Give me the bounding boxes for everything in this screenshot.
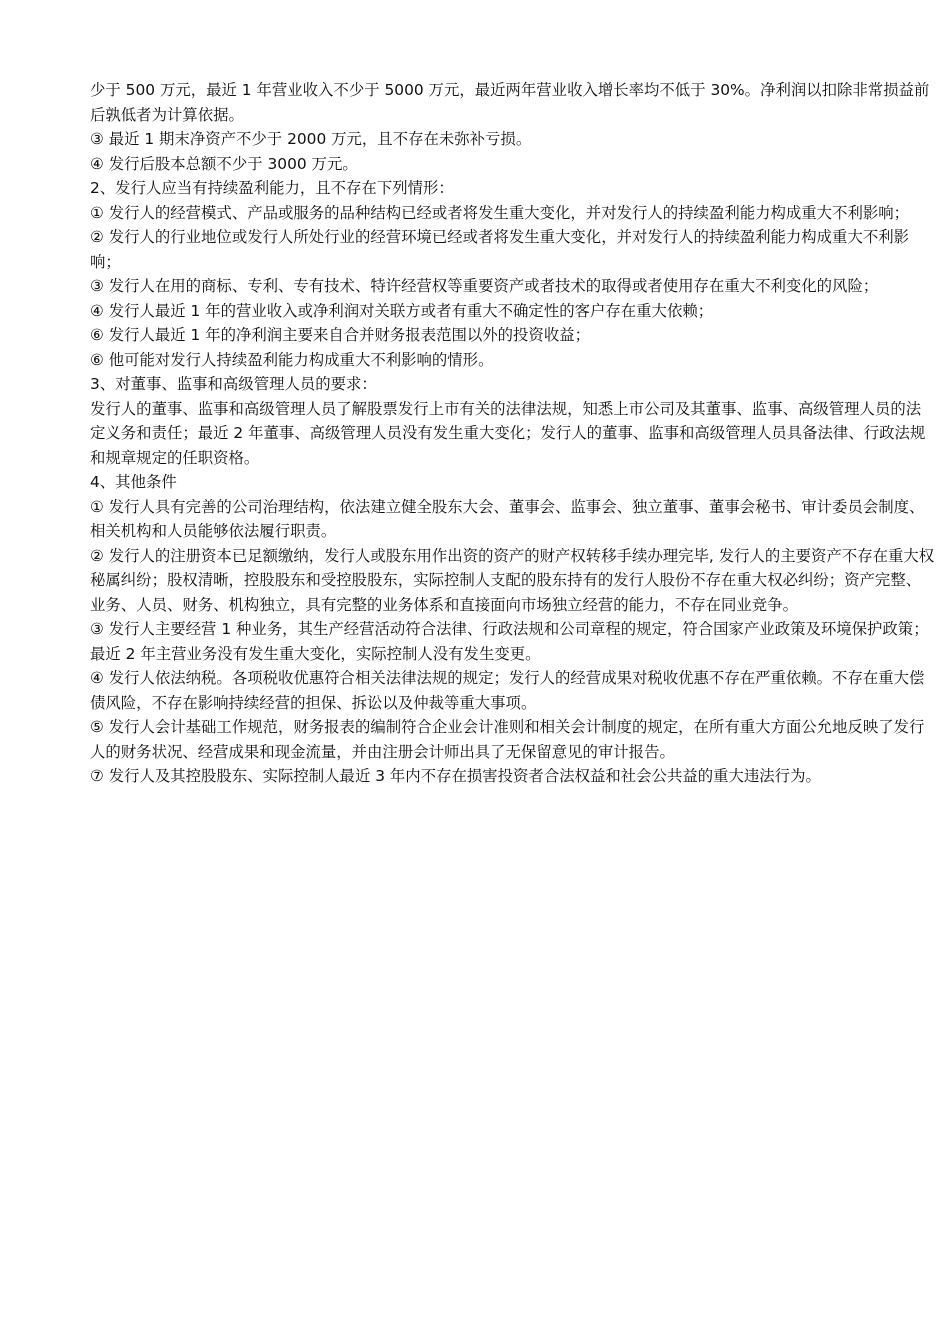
paragraph-governance-structure: ① 发行人具有完善的公司治理结构，依法建立健全股东大会、董事会、监事会、独立董事、董事会秘书、审计委员会制度、相关机构和人员能够依法履行职责。 xyxy=(90,497,925,540)
paragraph-net-assets: ③ 最近 1 期末净资产不少于 2000 万元，且不存在未弥补亏损。 xyxy=(90,130,532,148)
paragraph-tax-compliance: ④ 发行人依法纳税。各项税收优惠符合相关法律法规的规定；发行人的经营成果对税收优惠不存在严重依赖。不存在重大偿债风险，不存在影响持续经营的担保、拆讼以及仲裁等重大事项。 xyxy=(90,669,925,712)
paragraph-industry-position-change: ② 发行人的行业地位或发行人所处行业的经营环境已经或者将发生重大变化，并对发行人的持续盈利能力构成重大不利影响； xyxy=(90,228,910,271)
heading-management-requirements: 3、对董事、监事和高级管理人员的要求： xyxy=(90,375,377,393)
paragraph-revenue-criteria: 少于 500 万元，最近 1 年营业收入不少于 5000 万元，最近两年营业收入增长率均不低于 30%。净利润以扣除非常损益前后孰低者为计算依据。 xyxy=(90,81,930,124)
paragraph-management-details: 发行人的董事、监事和高级管理人员了解股票发行上市有关的法律法规，知悉上市公司及其董事、监事、高级管理人员的法定义务和责任；最近 2 年董事、高级管理人员没有发生重大变化；发行人的董事、监事和高级管理人员具备法律、行政法规和规章规定的任职资格。 xyxy=(90,399,926,467)
paragraph-business-model-change: ① 发行人的经营模式、产品或服务的品种结构已经或者将发生重大变化，并对发行人的持续盈利能力构成重大不利影响； xyxy=(90,203,910,222)
paragraph-other-adverse: ⑥ 他可能对发行人持续盈利能力构成重大不利影响的情形。 xyxy=(90,350,494,369)
document-page xyxy=(90,78,935,789)
paragraph-no-violations: ⑦ 发行人及其控股股东、实际控制人最近 3 年内不存在损害投资者合法权益和社会公共益的重大违法行为。 xyxy=(90,767,821,785)
paragraph-related-party-dependence: ④ 发行人最近 1 年的营业收入或净利润对关联方或者有重大不确定性的客户存在重大依赖； xyxy=(90,301,714,320)
heading-sustained-profitability: 2、发行人应当有持续盈利能力，且不存在下列情形： xyxy=(90,179,454,197)
paragraph-main-business: ③ 发行人主要经营 1 种业务，其生产经营活动符合法律、行政法规和公司章程的规定，符合国家产业政策及环境保护政策；最近 2 年主营业务没有发生重大变化，实际控制人没有发生变更。 xyxy=(90,620,929,663)
paragraph-share-capital: ④ 发行后股本总额不少于 3000 万元。 xyxy=(90,154,358,173)
heading-other-conditions: 4、其他条件 xyxy=(90,473,177,491)
paragraph-registered-capital: ② 发行人的注册资本已足额缴纳，发行人或股东用作出资的资产的财产权转移手续办理完毕, 发行人的主要资产不存在重大权秘属纠纷；股权清晰，控股股东和受控股股东，实际控制人支配的股东持有的发行人股份不存在重大权必纠纷；资产完整、业务、人员、财务、机构独立，具有完整的业务体系和直接面向市场独立经营的能力，不存在同业竞争。 xyxy=(90,546,935,614)
paragraph-ip-risk: ③ 发行人在用的商标、专利、专有技术、特许经营权等重要资产或者技术的取得或者使用存在重大不利变化的风险； xyxy=(90,277,879,295)
paragraph-investment-income: ⑥ 发行人最近 1 年的净利润主要来自合并财务报表范围以外的投资收益； xyxy=(90,326,590,344)
paragraph-accounting-standards: ⑤ 发行人会计基础工作规范，财务报表的编制符合企业会计准则和相关会计制度的规定，在所有重大方面公允地反映了发行人的财务状况、经营成果和现金流量，并由注册会计师出具了无保留意见的审计报告。 xyxy=(90,718,925,761)
